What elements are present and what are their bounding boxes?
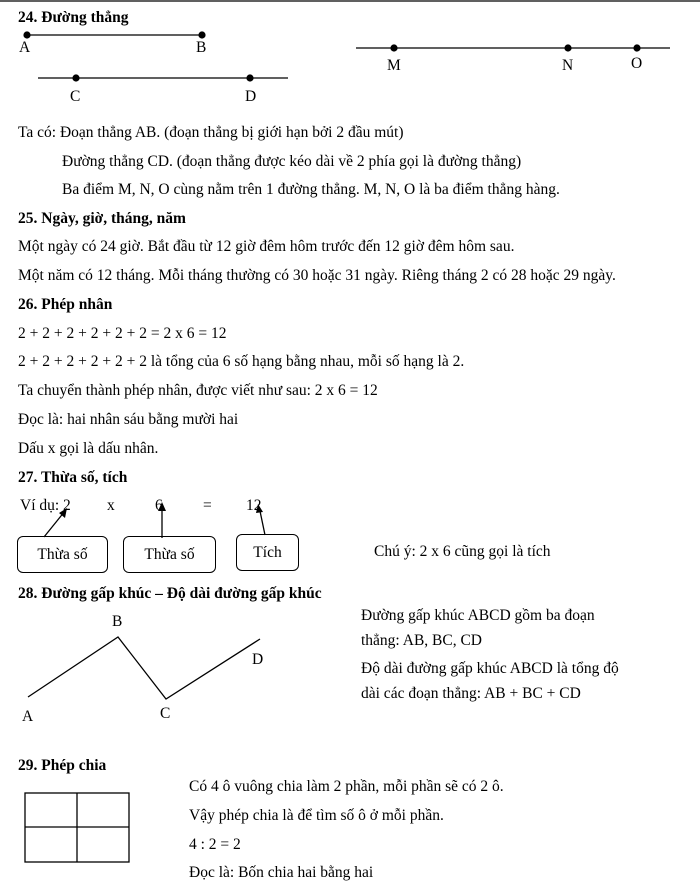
s28-line-2: thẳng: AB, BC, CD [361, 632, 483, 649]
label-m: M [387, 57, 401, 74]
section-28-heading: 28. Đường gấp khúc – Độ dài đường gấp khúc [18, 585, 322, 602]
broken-label-b: B [112, 613, 123, 630]
s29-line-3: 4 : 2 = 2 [189, 836, 241, 853]
broken-label-a: A [22, 708, 34, 725]
label-n: N [562, 57, 574, 74]
times-sign: x [107, 497, 115, 514]
s27-note: Chú ý: 2 x 6 cũng gọi là tích [374, 543, 551, 560]
section-25-heading: 25. Ngày, giờ, tháng, năm [18, 210, 186, 227]
s26-line-2: 2 + 2 + 2 + 2 + 2 + 2 là tổng của 6 số hạng bằng nhau, mỗi số hạng là 2. [18, 353, 465, 370]
broken-line-abcd [28, 637, 260, 699]
s26-line-3: Ta chuyển thành phép nhân, được viết như sau: 2 x 6 = 12 [18, 382, 378, 399]
point-a [23, 31, 30, 38]
factor-box-1: Thừa số [17, 536, 108, 573]
s24-line-1: Ta có: Đoạn thẳng AB. (đoạn thẳng bị giới hạn bởi 2 đầu mút) [18, 124, 404, 141]
s24-line-3: Ba điểm M, N, O cùng nằm trên 1 đường thẳng. M, N, O là ba điểm thẳng hàng. [62, 181, 560, 198]
equals-sign: = [203, 497, 212, 514]
section-26-heading: 26. Phép nhân [18, 296, 113, 313]
broken-label-d: D [252, 651, 264, 668]
s26-line-5: Dấu x gọi là dấu nhân. [18, 440, 159, 457]
s26-line-1: 2 + 2 + 2 + 2 + 2 + 2 = 2 x 6 = 12 [18, 325, 227, 342]
label-b: B [196, 39, 207, 56]
s29-line-2: Vậy phép chia là để tìm số ô ở mỗi phần. [189, 807, 444, 824]
s29-line-1: Có 4 ô vuông chia làm 2 phần, mỗi phần sẽ có 2 ô. [189, 778, 504, 795]
s28-line-3: Độ dài đường gấp khúc ABCD là tổng độ [361, 660, 619, 677]
label-d: D [245, 88, 257, 105]
factor-six: 6 [155, 497, 163, 514]
example-label: Ví dụ: 2 [20, 497, 71, 514]
s25-line-1: Một ngày có 24 giờ. Bắt đầu từ 12 giờ đêm hôm trước đến 12 giờ đêm hôm sau. [18, 238, 515, 255]
label-c: C [70, 88, 81, 105]
label-o: O [631, 55, 643, 72]
point-m [390, 44, 397, 51]
point-o [633, 44, 640, 51]
s24-line-2: Đường thẳng CD. (đoạn thẳng được kéo dài về 2 phía gọi là đường thẳng) [62, 153, 522, 170]
product-box: Tích [236, 534, 299, 571]
factor-box-2: Thừa số [123, 536, 216, 573]
s29-line-4: Đọc là: Bốn chia hai bằng hai [189, 864, 374, 881]
broken-label-c: C [160, 705, 171, 722]
section-24-heading: 24. Đường thẳng [18, 9, 129, 26]
section-27-heading: 27. Thừa số, tích [18, 469, 128, 486]
label-a: A [19, 39, 31, 56]
point-d [246, 74, 253, 81]
s26-line-4: Đọc là: hai nhân sáu bằng mười hai [18, 411, 239, 428]
point-n [564, 44, 571, 51]
s25-line-2: Một năm có 12 tháng. Mỗi tháng thường có 30 hoặc 31 ngày. Riêng tháng 2 có 28 hoặc 29 ngày. [18, 267, 616, 284]
product-twelve: 12 [246, 497, 262, 514]
s28-line-4: dài các đoạn thẳng: AB + BC + CD [361, 685, 581, 702]
arrow-product [260, 511, 265, 535]
section-29-heading: 29. Phép chia [18, 757, 107, 774]
s28-line-1: Đường gấp khúc ABCD gồm ba đoạn [361, 607, 595, 624]
point-c [72, 74, 79, 81]
point-b [198, 31, 205, 38]
